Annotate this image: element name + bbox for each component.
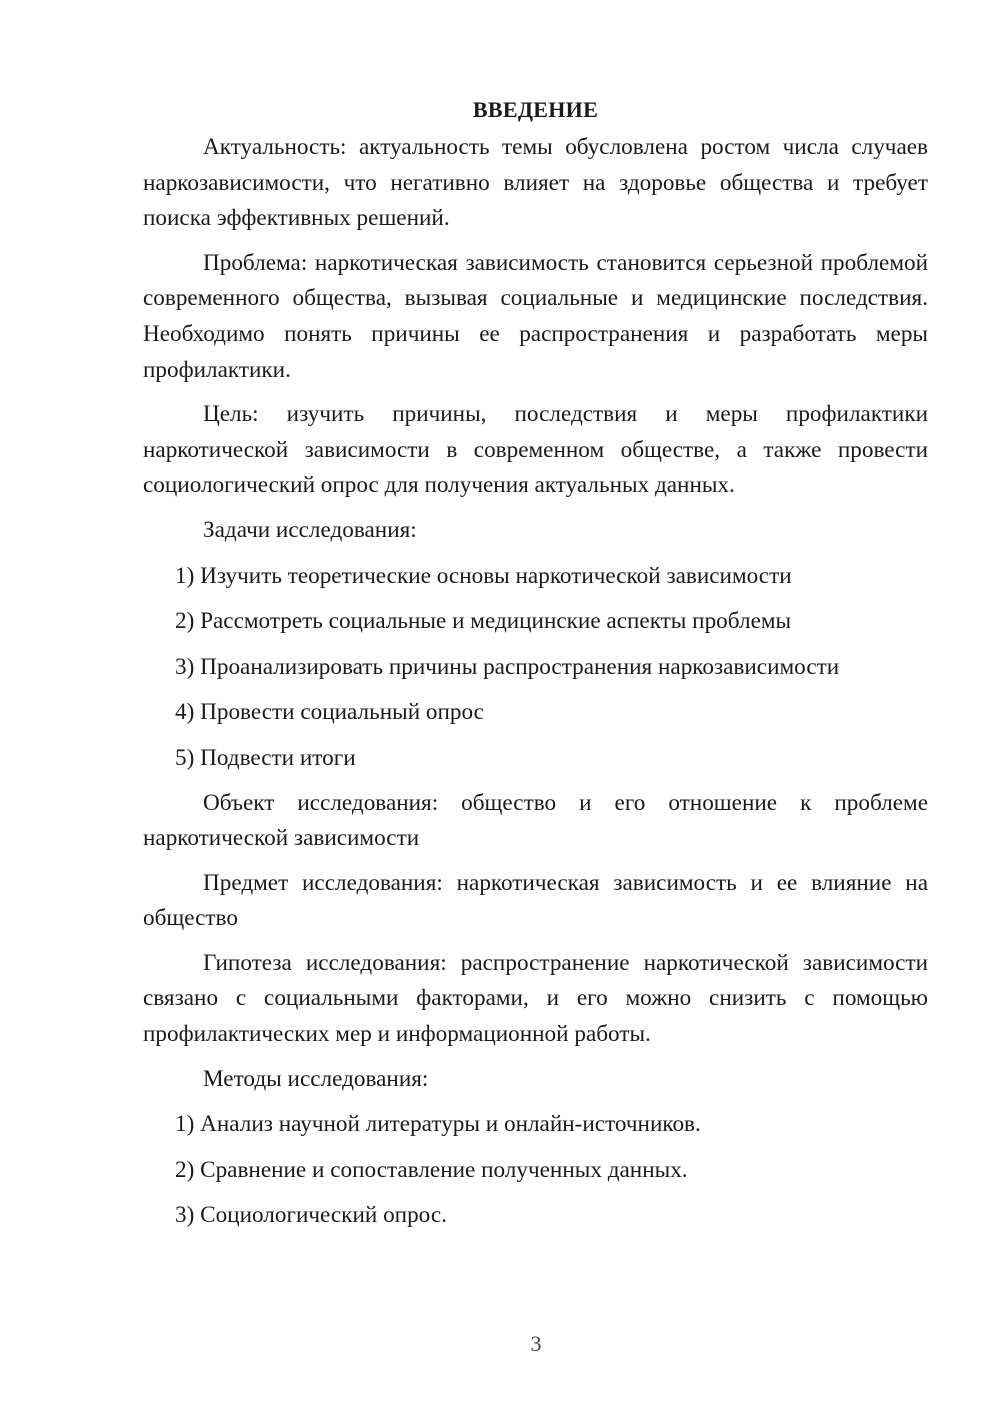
list-item: 1) Изучить теоретические основы наркотической зависимости xyxy=(175,562,792,589)
list-item: 3) Проанализировать причины распространения наркозависимости xyxy=(175,653,840,680)
methods-list xyxy=(143,1106,928,1233)
tasks-title: Задачи исследования: xyxy=(203,516,417,543)
hypothesis-paragraph: Гипотеза исследования: распространение наркотической зависимости связано с социальными факторами, и его можно снизить с помощью профилактических мер и информационной работы. xyxy=(143,949,928,1048)
list-item: 1) Анализ научной литературы и онлайн-источников. xyxy=(175,1111,701,1138)
page-number: 3 xyxy=(530,1331,542,1356)
section-heading: ВВЕДЕНИЕ xyxy=(472,97,599,122)
document-page xyxy=(143,92,928,1242)
object-paragraph: Объект исследования: общество и его отношение к проблеме наркотической зависимости xyxy=(143,789,928,852)
relevance-paragraph: Актуальность: актуальность темы обусловлена ростом числа случаев наркозависимости, что негативно влияет на здоровье общества и требует поиска эффективных решений. xyxy=(143,134,928,232)
subject-paragraph: Предмет исследования: наркотическая зависимость и ее влияние на общество xyxy=(143,869,928,932)
goal-paragraph: Цель: изучить причины, последствия и меры профилактики наркотической зависимости в современном обществе, а также провести социологический опрос для получения актуальных данных. xyxy=(143,401,928,499)
list-item: 3) Социологический опрос. xyxy=(175,1201,447,1228)
list-item: 4) Провести социальный опрос xyxy=(175,699,484,726)
methods-title: Методы исследования: xyxy=(203,1065,429,1092)
problem-paragraph: Проблема: наркотическая зависимость становится серьезной проблемой современного общества, вызывая социальные и медицинские последствия. Необходимо понять причины ее распространения и разработать меры профилактики. xyxy=(143,249,928,383)
tasks-list xyxy=(143,558,928,776)
list-item: 2) Сравнение и сопоставление полученных данных. xyxy=(175,1156,688,1183)
list-item: 5) Подвести итоги xyxy=(175,744,356,771)
list-item: 2) Рассмотреть социальные и медицинские аспекты проблемы xyxy=(175,608,792,635)
